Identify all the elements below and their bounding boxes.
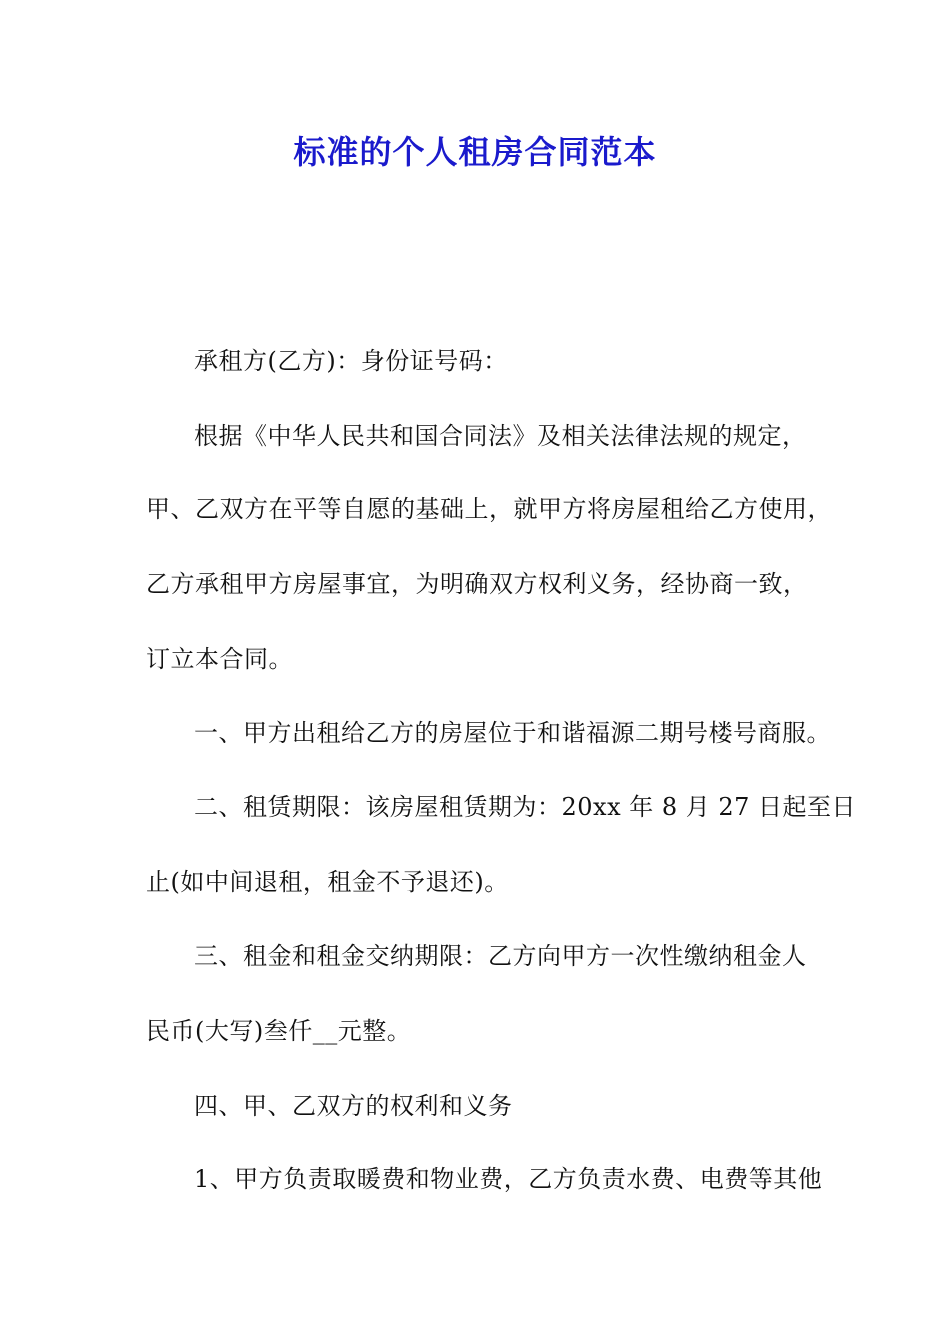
document-title: 标准的个人租房合同范本 xyxy=(293,133,657,171)
clause-4-item-1-line: 1、甲方负责取暖费和物业费，乙方负责水费、电费等其他 xyxy=(194,1165,823,1193)
tenant-info-line: 承租方(乙方)：身份证号码： xyxy=(194,347,508,375)
clause-1-line: 一、甲方出租给乙方的房屋位于和谐福源二期号楼号商服。 xyxy=(194,719,831,747)
clause-4-heading: 四、甲、乙双方的权利和义务 xyxy=(194,1092,513,1120)
clause-2-line: 二、租赁期限：该房屋租赁期为：20xx 年 8 月 27 日起至日 xyxy=(194,793,857,821)
paragraph-line: 止(如中间退租，租金不予退还)。 xyxy=(146,868,509,896)
paragraph-line: 民币(大写)叁仟__元整。 xyxy=(146,1017,412,1045)
paragraph-line: 根据《中华人民共和国合同法》及相关法律法规的规定， xyxy=(194,422,807,450)
paragraph-line: 乙方承租甲方房屋事宜，为明确双方权利义务，经协商一致， xyxy=(146,570,808,598)
paragraph-line: 订立本合同。 xyxy=(146,645,293,673)
clause-3-line: 三、租金和租金交纳期限：乙方向甲方一次性缴纳租金人 xyxy=(194,942,807,970)
paragraph-line: 甲、乙双方在平等自愿的基础上，就甲方将房屋租给乙方使用， xyxy=(146,495,832,523)
